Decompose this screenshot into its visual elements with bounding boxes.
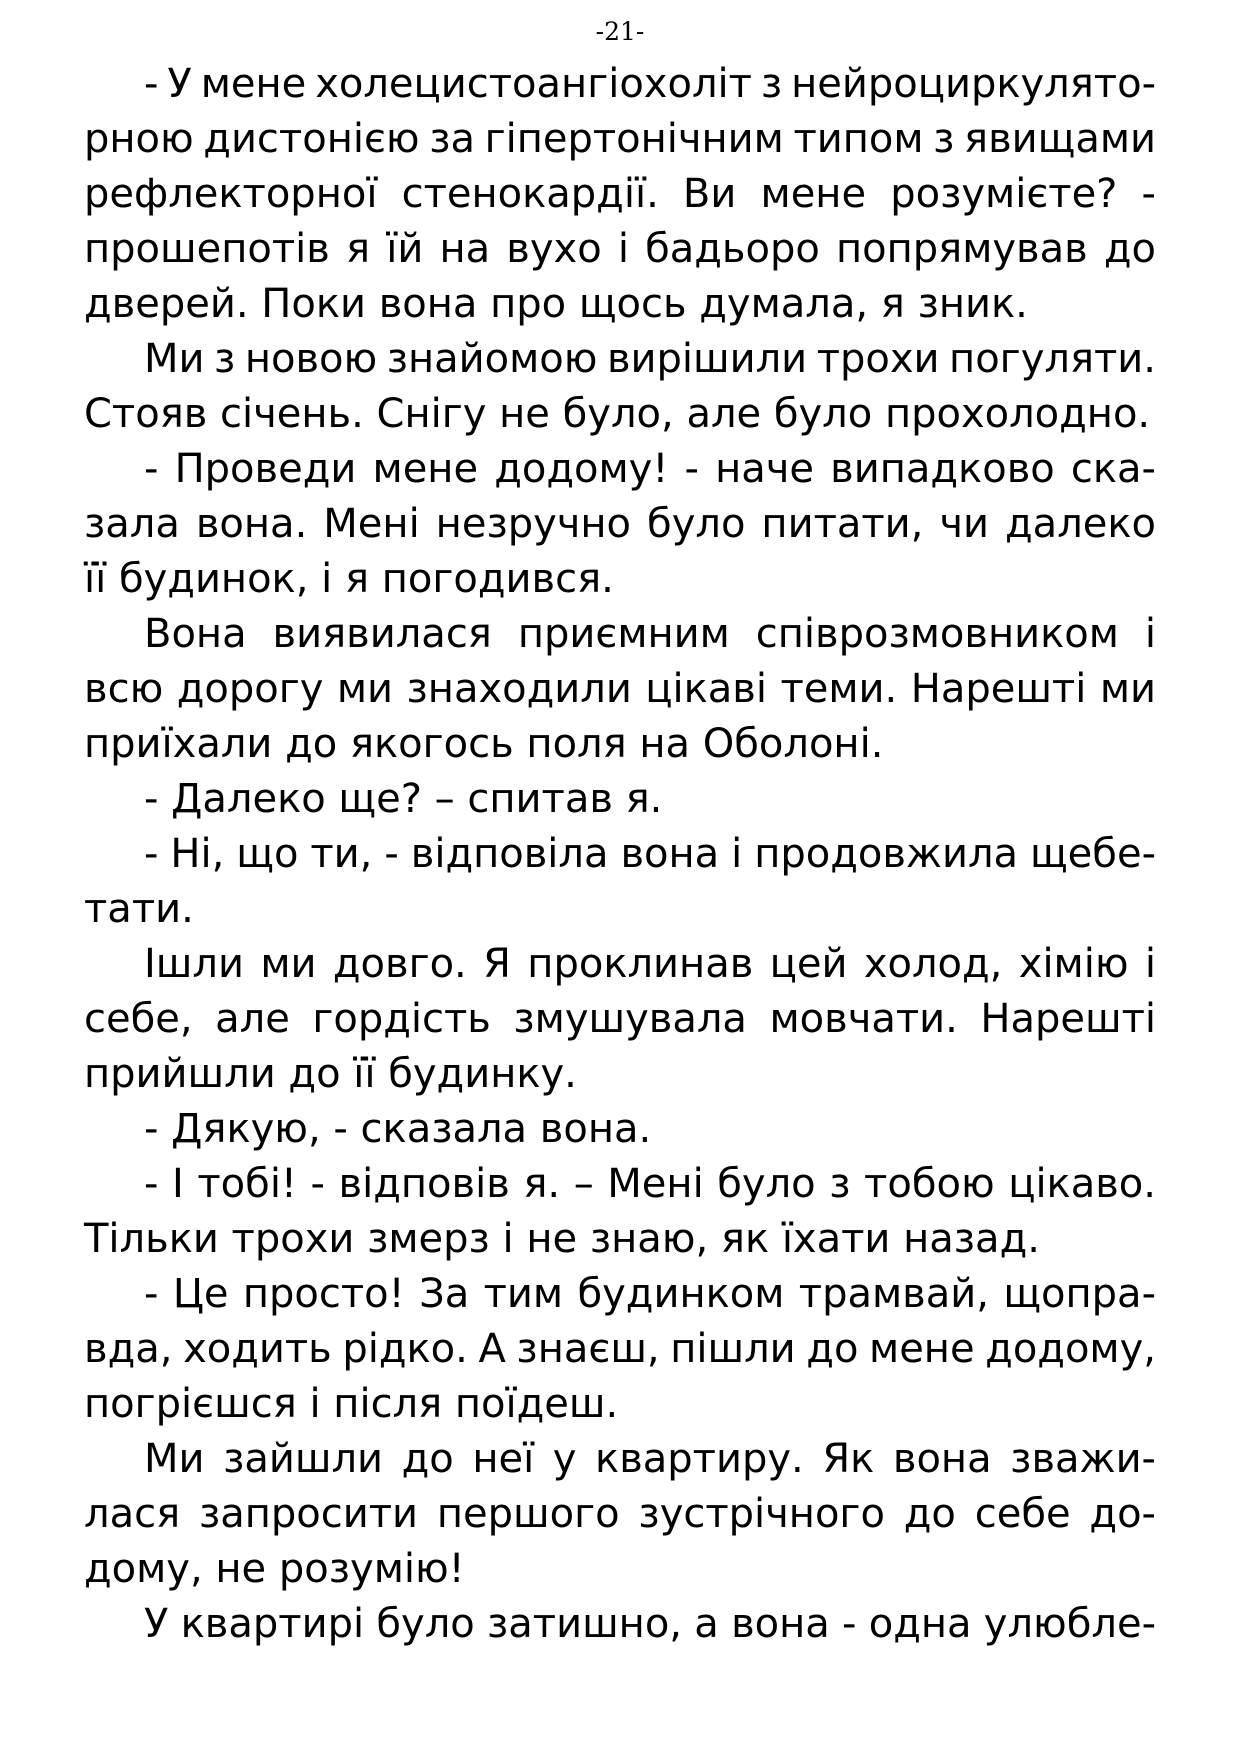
- text-line: рною дистонією за гіпертонічним типом з явищами: [84, 116, 1156, 162]
- text-line: вда, ходить рідко. А знаєш, пішли до мене додому,: [84, 1326, 1156, 1372]
- text-line: Тільки трохи змерз і не знаю, як їхати назад.: [84, 1216, 1040, 1262]
- text-line: Стояв січень. Снігу не було, але було прохолодно.: [84, 391, 1151, 437]
- text-line: - Далеко ще? – спитав я.: [144, 776, 663, 822]
- text-line: погрієшся і після поїдеш.: [84, 1381, 619, 1427]
- text-line: прошепотів я їй на вухо і бадьоро попрямував до: [84, 226, 1156, 272]
- text-line: дому, не розумію!: [84, 1546, 465, 1592]
- text-line: дверей. Поки вона про щось думала, я зник.: [84, 281, 1028, 327]
- text-line: її будинок, і я погодився.: [84, 556, 614, 602]
- text-line: - Це просто! За тим будинком трамвай, щопра-: [144, 1271, 1156, 1317]
- text-line: себе, але гордість змушувала мовчати. Нарешті: [84, 996, 1156, 1042]
- text-line: - Ні, що ти, - відповіла вона і продовжила щебе-: [144, 831, 1156, 877]
- text-line: прийшли до її будинку.: [84, 1051, 577, 1097]
- text-line: Ми зайшли до неї у квартиру. Як вона зважи-: [144, 1436, 1156, 1482]
- text-line: - Проведи мене додому! - наче випадково ска-: [144, 446, 1156, 492]
- page-number: -21-: [595, 17, 645, 46]
- text-line: лася запросити першого зустрічного до себе до-: [84, 1491, 1156, 1537]
- text-line: - У мене холецистоангіохоліт з нейроциркулято-: [144, 61, 1157, 107]
- text-line: - Дякую, - сказала вона.: [144, 1106, 652, 1152]
- text-line: - І тобі! - відповів я. – Мені було з тобою цікаво.: [144, 1161, 1156, 1207]
- text-line: всю дорогу ми знаходили цікаві теми. Нарешті ми: [84, 666, 1156, 712]
- text-line: Ми з новою знайомою вирішили трохи погуляти.: [144, 336, 1157, 382]
- text-line: приїхали до якогось поля на Оболоні.: [84, 721, 884, 767]
- text-line: Ішли ми довго. Я проклинав цей холод, хімію і: [144, 941, 1156, 987]
- text-line: У квартирі було затишно, а вона - одна улюбле-: [144, 1601, 1156, 1647]
- text-line: зала вона. Мені незручно було питати, чи далеко: [84, 501, 1156, 547]
- text-line: Вона виявилася приємним співрозмовником і: [144, 611, 1156, 657]
- text-line: тати.: [84, 886, 194, 932]
- body-text: [84, 57, 1156, 1652]
- text-line: рефлекторної стенокардії. Ви мене розумієте? -: [84, 171, 1156, 217]
